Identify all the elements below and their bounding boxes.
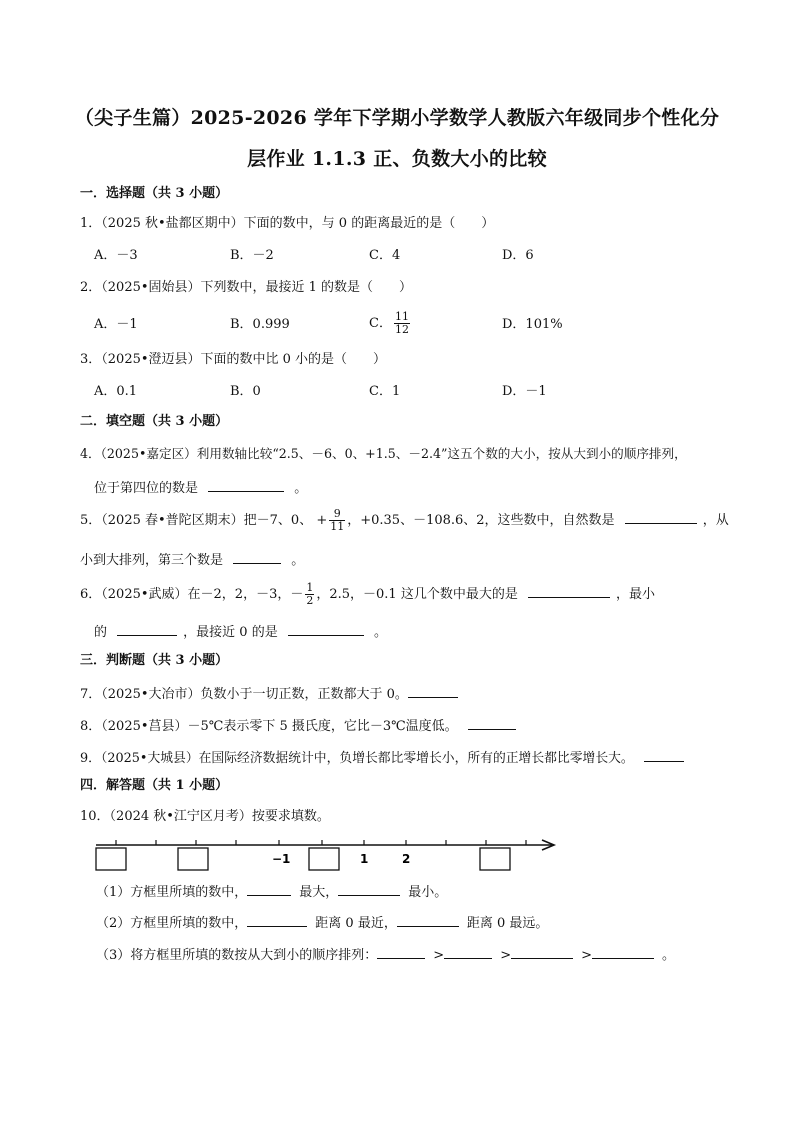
q5-line-2: 小到大排列，第三个数是 。 [80,550,304,570]
q5-third-blank[interactable] [233,550,281,564]
q10-sub-3: （3）将方框里所填的数按从大到小的顺序排列： > > > 。 [96,945,675,965]
answer-box-2[interactable] [178,848,208,870]
answer-box-3[interactable] [309,848,339,870]
q2-option-a: A．－1 [94,317,138,332]
q9-line: 9．（2025•大城县）在国际经济数据统计中，负增长都比零增长小，所有的正增长都比零增长大。 [80,748,684,768]
label-1: 1 [360,852,369,866]
q4-line-1: 4．（2025•嘉定区）利用数轴比较“2.5、－6、0、+1.5、－2.4”这五个数的大小，按从大到小的顺序排列， [80,446,687,461]
q1-option-c: C．4 [369,248,401,263]
answer-box-1[interactable] [96,848,126,870]
q3-option-c: C．1 [369,384,401,399]
q2-option-c: C． $\frac{11}{12}$ [369,310,409,336]
q4-answer-blank[interactable] [208,478,284,492]
section-judge: 三．判断题（共 3 小题） [80,653,229,668]
q10-stem: 10．（2024 秋•江宁区月考）按要求填数。 [80,809,330,824]
q10-max-blank[interactable] [247,882,291,896]
q5-natural-blank[interactable] [625,510,697,524]
q2-option-d: D．101% [502,317,563,332]
q1-option-a: A．－3 [94,248,138,263]
label-2: 2 [402,852,411,866]
q5-line-1: 5．（2025 春•普陀区期末）把－7、0、 + $\frac{9}{11}$ ，+0.35、－108.6、2，这些数中，自然数是 ，从 [80,507,729,533]
section-fill: 二．填空题（共 3 小题） [80,414,229,429]
section-choice: 一．选择题（共 3 小题） [80,186,229,201]
q3-option-a: A．0.1 [94,384,138,399]
q3-option-b: B．0 [230,384,261,399]
number-line [90,832,560,876]
q10-farthest-blank[interactable] [397,913,459,927]
q1-option-b: B．－2 [230,248,274,263]
q10-nearest-blank[interactable] [247,913,307,927]
q9-answer-blank[interactable] [644,748,684,762]
title-line-2: 层作业 1.1.3 正、负数大小的比较 [247,148,547,170]
q4-line-2: 位于第四位的数是 。 [94,478,307,498]
q3-option-d: D．－1 [502,384,547,399]
q2-stem: 2．（2025•固始县）下列数中，最接近 1 的数是（ ） [80,280,413,295]
q7-line: 7．（2025•大冶市）负数小于一切正数，正数都大于 0。 [80,684,458,704]
q1-stem: 1．（2025 秋•盐都区期中）下面的数中，与 0 的距离最近的是（ ） [80,216,495,231]
q6-min-blank[interactable] [117,622,177,636]
q2-option-b: B．0.999 [230,317,290,332]
q1-option-d: D．6 [502,248,534,263]
q6-line-2: 的 ，最接近 0 的是 。 [94,622,387,642]
order-blank-2[interactable] [444,945,492,959]
q6-nearest-blank[interactable] [288,622,364,636]
q8-line: 8．（2025•莒县）－5℃表示零下 5 摄氏度，它比－3℃温度低。 [80,716,516,736]
title-line-1: （尖子生篇）2025-2026 学年下学期小学数学人教版六年级同步个性化分 [74,107,720,129]
section-solve: 四．解答题（共 1 小题） [80,778,229,793]
q6-max-blank[interactable] [528,584,610,598]
q7-answer-blank[interactable] [408,684,458,698]
q2-fraction: $\frac{11}{12}$ [394,310,409,336]
q8-answer-blank[interactable] [468,716,516,730]
order-blank-4[interactable] [592,945,654,959]
q3-stem: 3．（2025•澄迈县）下面的数中比 0 小的是（ ） [80,352,387,367]
q6-fraction: $\frac{1}{2}$ [306,581,314,607]
q6-line-1: 6．（2025•武威）在－2，2，－3，－ $\frac{1}{2}$ ，2.5，－0.1 这几个数中最大的是 ，最小 [80,581,655,607]
q10-sub-2: （2）方框里所填的数中， 距离 0 最近， 距离 0 最远。 [96,913,548,933]
q10-min-blank[interactable] [338,882,400,896]
answer-box-4[interactable] [480,848,510,870]
label-neg-1: −1 [272,852,291,866]
q5-fraction: $\frac{9}{11}$ [330,507,345,533]
order-blank-3[interactable] [511,945,573,959]
order-blank-1[interactable] [377,945,425,959]
q10-sub-1: （1）方框里所填的数中， 最大， 最小。 [96,882,447,902]
